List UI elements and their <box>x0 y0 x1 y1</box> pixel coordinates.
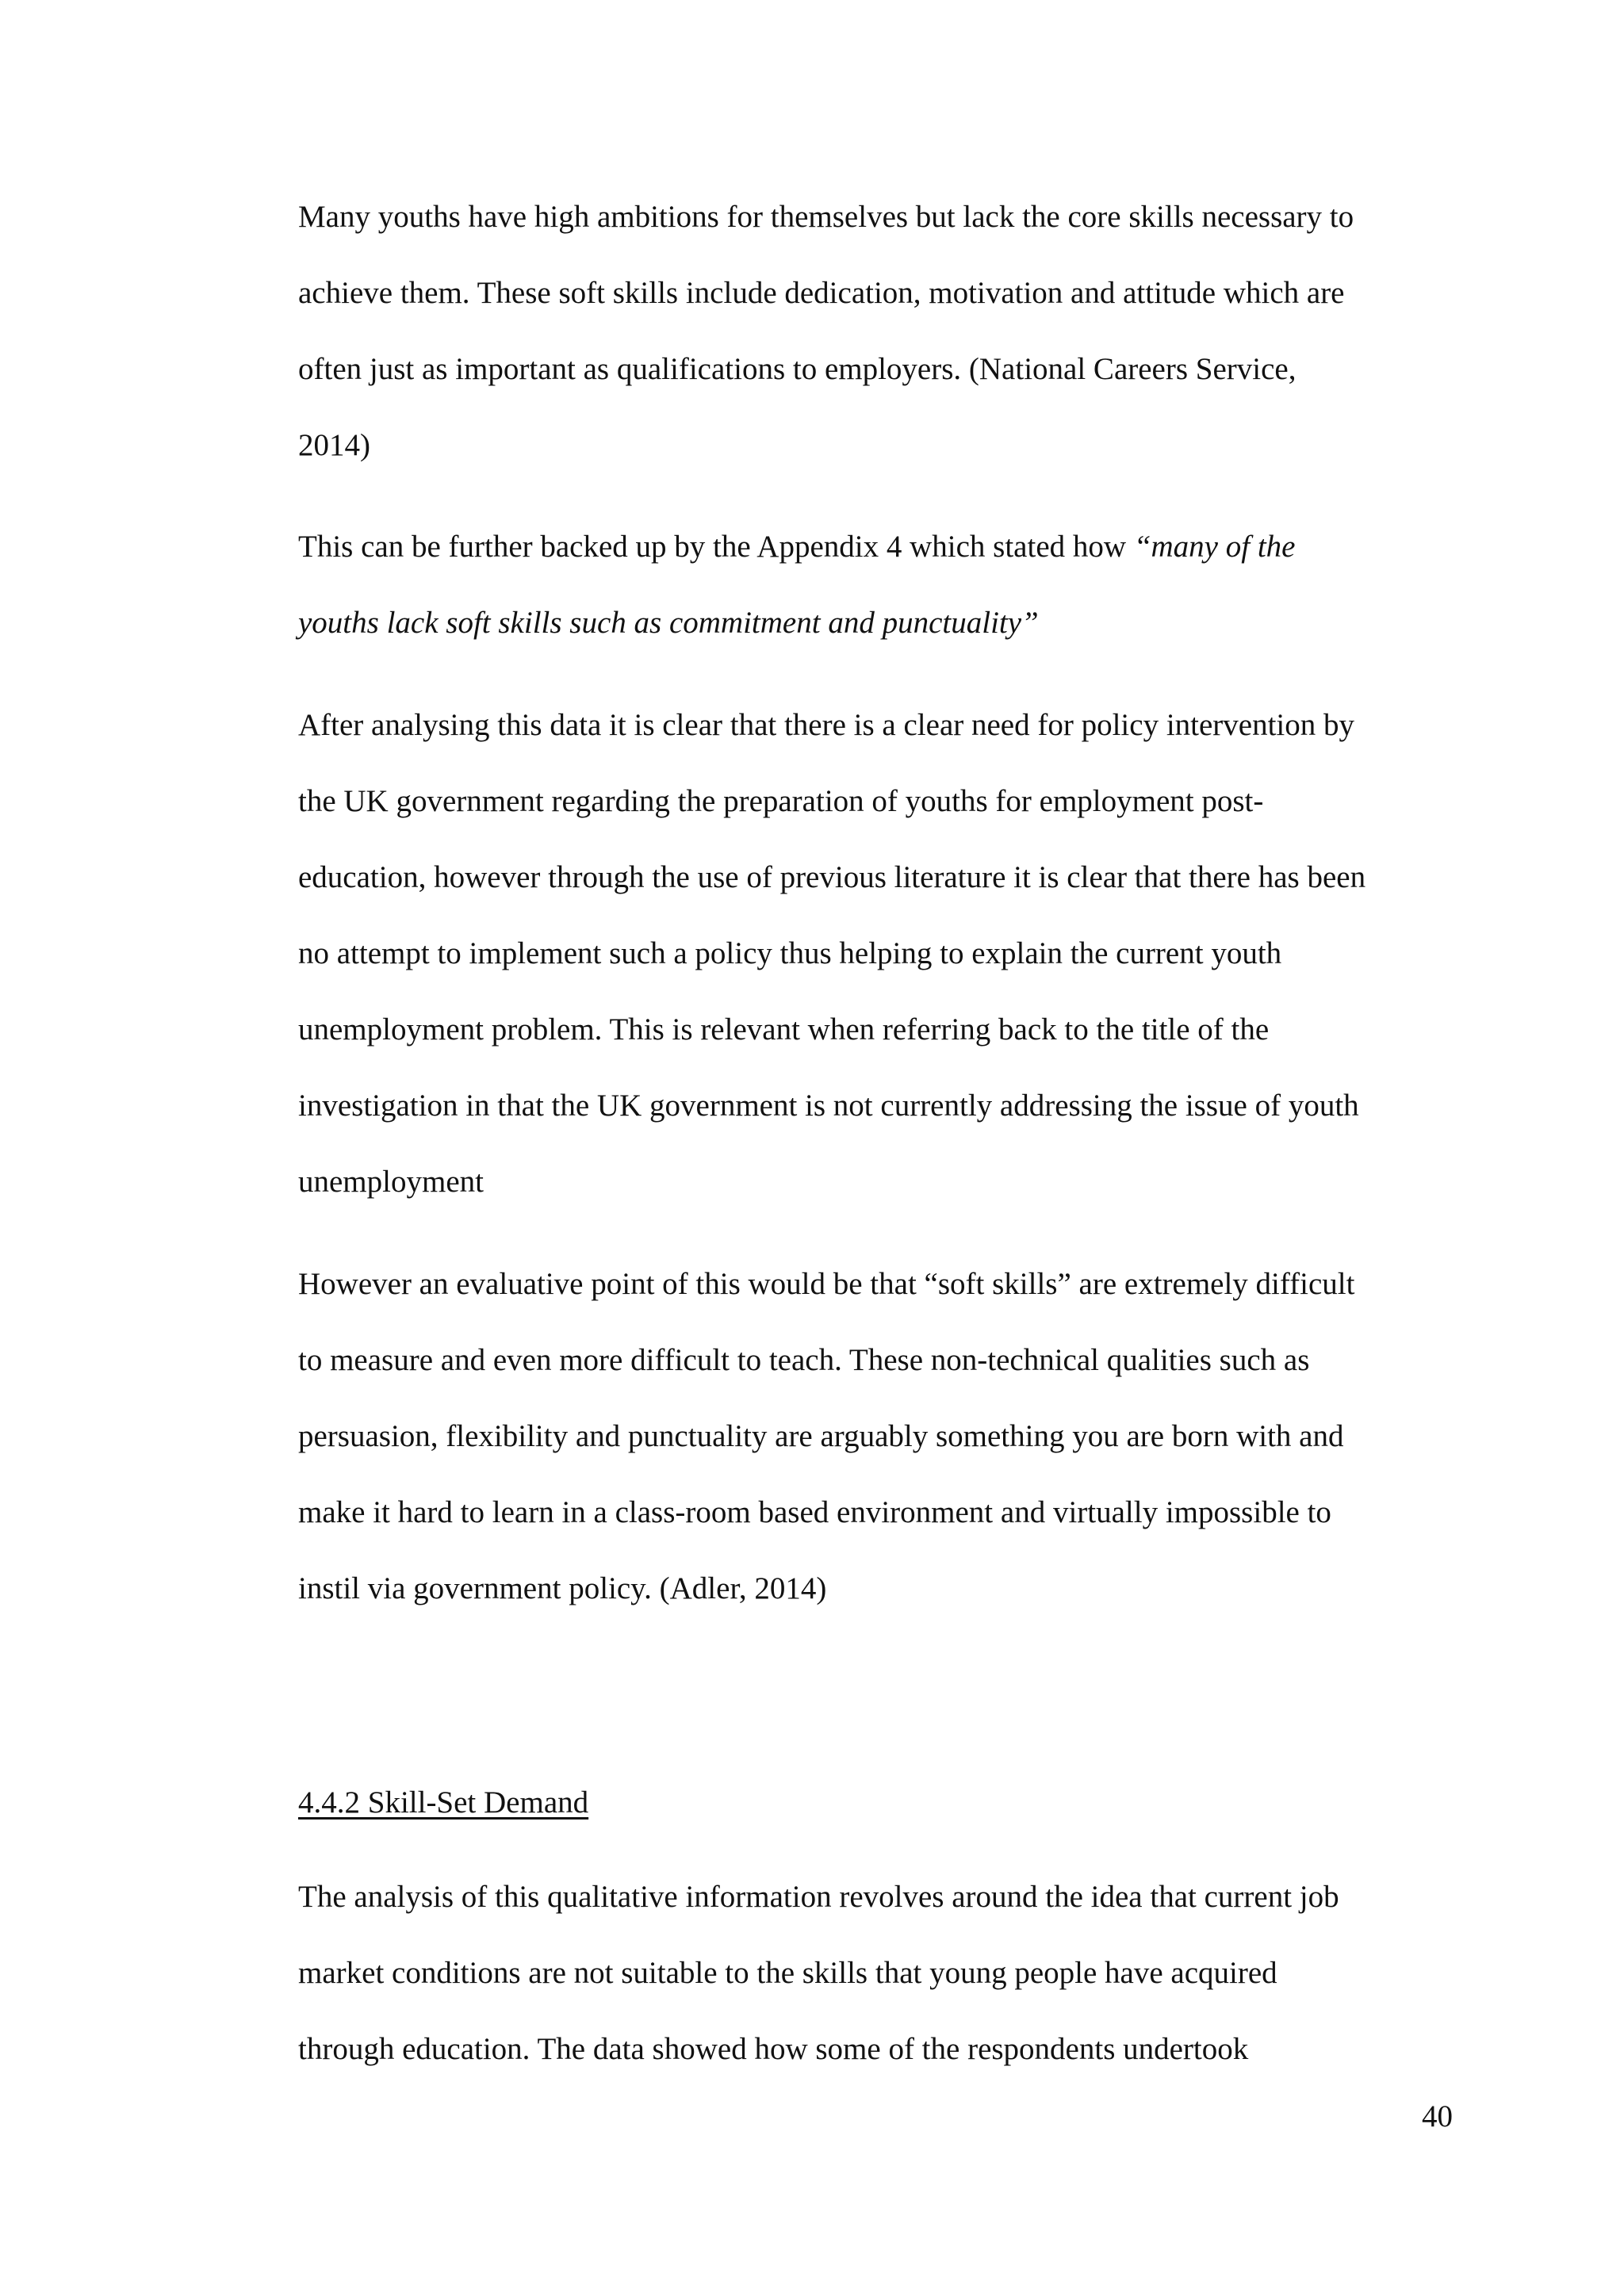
text-line: often just as important as qualifications to employers. (National Careers Service, <box>298 352 1297 386</box>
text-line <box>298 509 1448 585</box>
text-line: market conditions are not suitable to the skills that young people have acquired <box>298 1956 1277 1990</box>
text-line: Many youths have high ambitions for themselves but lack the core skills necessary to <box>298 200 1354 234</box>
text-line: no attempt to implement such a policy thus helping to explain the current youth <box>298 936 1282 970</box>
section-heading: 4.4.2 Skill-Set Demand <box>298 1785 589 1820</box>
text-line: However an evaluative point of this would be that “soft skills” are extremely difficult <box>298 1267 1355 1301</box>
text-line: achieve them. These soft skills include dedication, motivation and attitude which are <box>298 276 1345 310</box>
text-line: After analysing this data it is clear that there is a clear need for policy intervention by <box>298 708 1355 742</box>
text-line: persuasion, flexibility and punctuality are arguably something you are born with and <box>298 1419 1344 1453</box>
text-line: education, however through the use of previous literature it is clear that there has been <box>298 860 1366 894</box>
text-line: investigation in that the UK government is not currently addressing the issue of youth <box>298 1089 1359 1123</box>
text-line: instil via government policy. (Adler, 2014) <box>298 1571 827 1605</box>
paragraph-skill-set-analysis <box>298 1859 1448 2087</box>
text-line: unemployment problem. This is relevant when referring back to the title of the <box>298 1012 1270 1047</box>
text-line: the UK government regarding the preparation of youths for employment post- <box>298 784 1264 818</box>
text-line: unemployment <box>298 1165 484 1199</box>
section-heading-block <box>298 1765 1448 1841</box>
paragraph-policy-intervention <box>298 687 1448 1220</box>
text-line: make it hard to learn in a class-room based environment and virtually impossible to <box>298 1495 1331 1529</box>
text-line: through education. The data showed how some of the respondents undertook <box>298 2032 1249 2066</box>
text-line: 2014) <box>298 428 370 462</box>
paragraph-appendix-quote <box>298 509 1448 661</box>
paragraph-soft-skills-intro <box>298 179 1448 484</box>
text-line: to measure and even more difficult to teach. These non-technical qualities such as <box>298 1343 1310 1377</box>
text-line: The analysis of this qualitative information revolves around the idea that current job <box>298 1880 1339 1914</box>
quote-lead-in: This can be further backed up by the Appendix 4 which stated how <box>298 530 1134 564</box>
paragraph-evaluative-point <box>298 1246 1448 1627</box>
italic-quote-end: youths lack soft skills such as commitment and punctuality” <box>298 606 1039 640</box>
page-number: 40 <box>1422 2099 1453 2133</box>
italic-quote-start: “many of the <box>1133 530 1296 564</box>
